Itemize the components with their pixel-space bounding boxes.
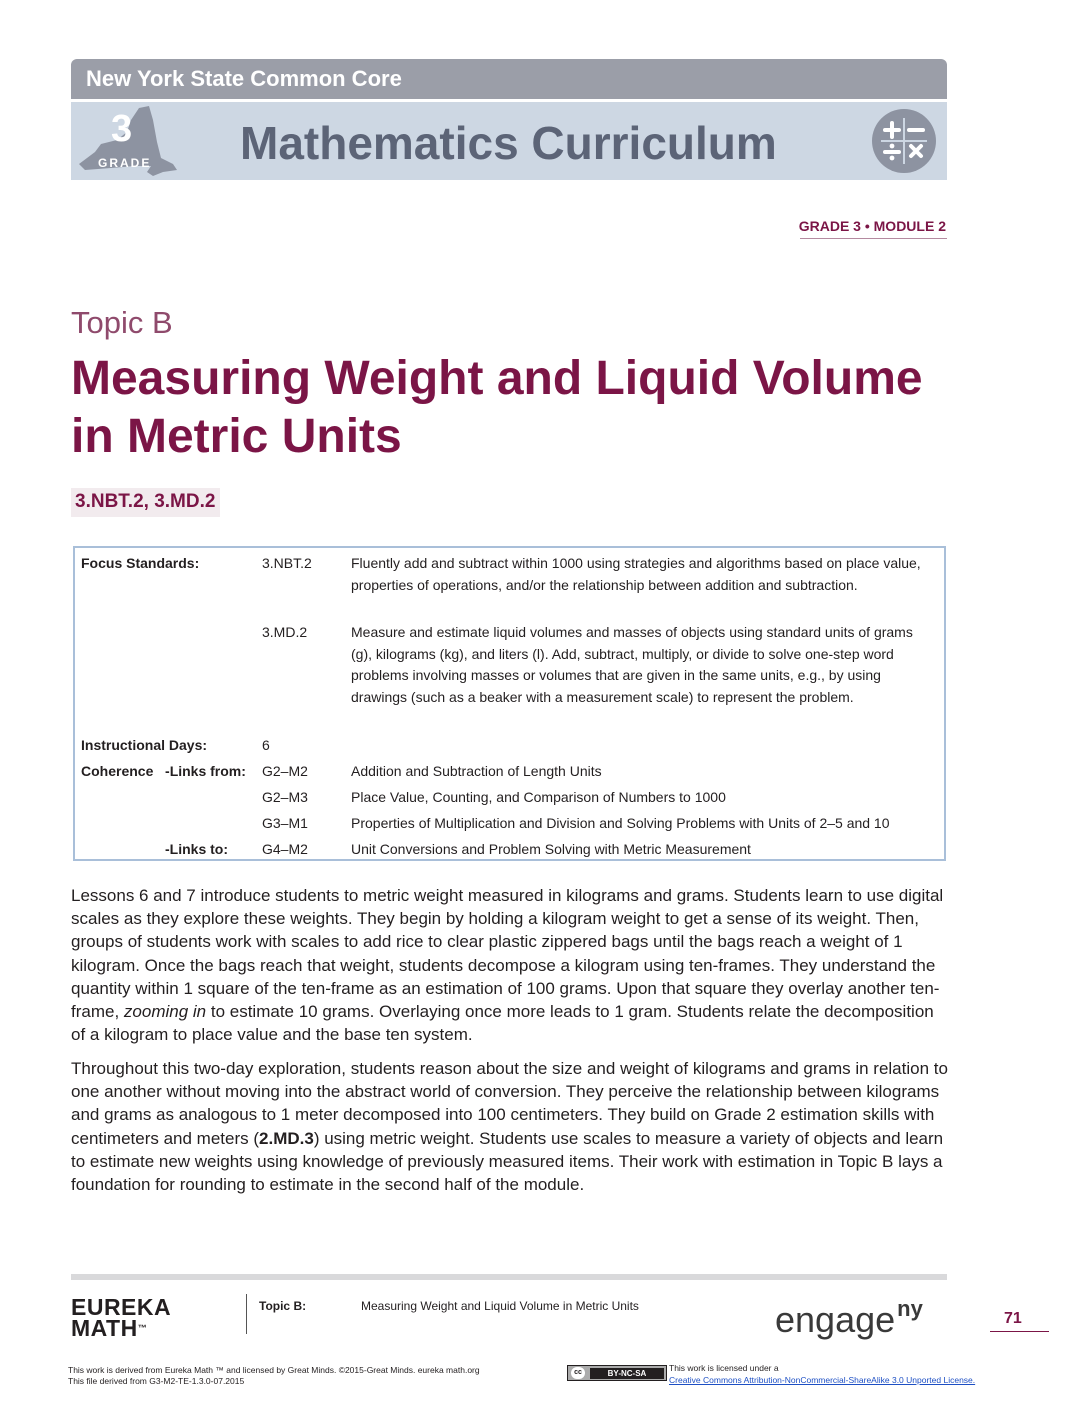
cc-license-type: BY-NC-SA bbox=[590, 1368, 664, 1379]
topic-label: Topic B bbox=[71, 305, 173, 340]
ny-text: ny bbox=[897, 1296, 923, 1321]
eureka-logo-line-1: EUREKA bbox=[71, 1294, 172, 1320]
math-operations-icon bbox=[871, 108, 937, 174]
grade-word: GRADE bbox=[98, 156, 152, 170]
paragraph-text: Throughout this two-day exploration, students reason about the size and weight of kilograms and grams in relation to one another without moving into the abstract world of conversion. They perceive the relationship between kilograms and grams as analogous to 1 meter decomposed into 100 centimeters. They build on Grade 2 estimation skills with centimeters and meters ( bbox=[71, 1059, 948, 1148]
trademark-mark: ™ bbox=[137, 1323, 148, 1333]
grade-number: 3 bbox=[111, 108, 133, 150]
link-code: G4–M2 bbox=[262, 841, 308, 857]
paragraph-text: to estimate 10 grams. Overlaying once more leads to 1 gram. Students relate the decomposition of a kilogram to place value and the base ten system. bbox=[71, 1002, 934, 1045]
standard-description: Fluently add and subtract within 1000 using strategies and algorithms based on place value, properties of operations, and/or the relationship between addition and subtraction. bbox=[351, 555, 921, 593]
paragraph-emphasis: zooming in bbox=[123, 1002, 207, 1022]
license-notice bbox=[669, 1362, 975, 1386]
header-banner bbox=[71, 59, 947, 99]
paragraph-text: Lessons 6 and 7 introduce students to metric weight measured in kilograms and grams. Students learn to use digital scales as they explore these weights. They begin by holding a kilogram weight to get a sense of its weight. Then, groups of students work with scales to add rice to clear plastic zippered bags until the bags reach a weight of 1 kilogram. Once the bags reach that weight, students decompose a kilogram using ten-frames. They understand the quantity within 1 square of the ten-frame as an estimation of 100 grams. Upon that square they overlay another ten-frame, bbox=[71, 886, 944, 1022]
standard-description: Measure and estimate liquid volumes and masses of objects using standard units of grams (g), kilograms (kg), and liters (l). Add, subtract, multiply, or divide to solve one-step word problems involving masses or volumes that are given in the same units, e.g., by using drawings (such as a beaker with a measurement scale) to represent the problem. bbox=[351, 624, 913, 706]
eureka-logo-line-2: MATH bbox=[71, 1315, 138, 1341]
standard-reference: 2.MD.3 bbox=[259, 1128, 314, 1148]
topic-title-line-1: Measuring Weight and Liquid Volume bbox=[71, 352, 923, 405]
footer-rule bbox=[71, 1274, 947, 1280]
topic-title-line-2: in Metric Units bbox=[71, 410, 402, 463]
page-number-rule bbox=[990, 1331, 1049, 1332]
link-description: Properties of Multiplication and Division and Solving Problems with Units of 2–5 and 10 bbox=[351, 815, 890, 831]
link-code: G2–M2 bbox=[262, 763, 308, 779]
footer-topic-title: Measuring Weight and Liquid Volume in Metric Units bbox=[361, 1299, 639, 1313]
license-attribution bbox=[68, 1365, 480, 1387]
attribution-line: This work is derived from Eureka Math ™ and licensed by Great Minds. ©2015-Great Minds. eureka math.org bbox=[68, 1365, 480, 1375]
footer-topic-label: Topic B: bbox=[259, 1299, 307, 1313]
standard-code: 3.MD.2 bbox=[262, 624, 308, 640]
link-code: G3–M1 bbox=[262, 815, 308, 831]
grade-module-rule bbox=[800, 238, 947, 239]
header-banner-text: New York State Common Core bbox=[86, 66, 402, 91]
grade-module-label: GRADE 3 • MODULE 2 bbox=[798, 218, 946, 234]
page-number: 71 bbox=[1004, 1310, 1022, 1327]
body-paragraph-2 bbox=[71, 1057, 951, 1196]
license-notice-text: This work is licensed under a bbox=[669, 1363, 779, 1373]
body-paragraph-1 bbox=[71, 884, 951, 1046]
footer-divider bbox=[246, 1294, 247, 1334]
link-description: Unit Conversions and Problem Solving with Metric Measurement bbox=[351, 841, 751, 857]
coherence-links-from-label: Coherence -Links from: bbox=[81, 763, 246, 779]
instructional-days-label: Instructional Days: bbox=[81, 737, 208, 753]
link-description: Addition and Subtraction of Length Units bbox=[351, 763, 602, 779]
creative-commons-badge bbox=[567, 1365, 667, 1381]
topic-title bbox=[71, 350, 961, 466]
instructional-days-value: 6 bbox=[262, 737, 270, 753]
license-link[interactable]: Creative Commons Attribution-NonCommercial-ShareAlike 3.0 Unported License. bbox=[669, 1375, 976, 1385]
standards-badge: 3.NBT.2, 3.MD.2 bbox=[71, 488, 220, 517]
paragraph-text: ) using metric weight. Students use scales to measure a variety of objects and learn to estimate new weights using knowledge of previously measured items. Their work with estimation in Topic B lays a foundation for rounding to estimate in the second half of the module. bbox=[71, 1128, 944, 1195]
engage-text: engage bbox=[775, 1299, 896, 1340]
link-code: G2–M3 bbox=[262, 789, 308, 805]
cc-icon: cc bbox=[571, 1367, 585, 1379]
eureka-math-logo bbox=[71, 1294, 191, 1341]
links-to-label: -Links to: bbox=[165, 841, 228, 857]
title-band bbox=[71, 102, 947, 180]
engageny-logo bbox=[775, 1296, 923, 1341]
link-description: Place Value, Counting, and Comparison of Numbers to 1000 bbox=[351, 789, 726, 805]
curriculum-title: Mathematics Curriculum bbox=[240, 117, 777, 169]
standards-table bbox=[73, 546, 946, 861]
standard-code: 3.NBT.2 bbox=[262, 555, 312, 571]
file-derivation-line: This file derived from G3-M2-TE-1.3.0-07.2015 bbox=[68, 1376, 245, 1386]
focus-standards-label: Focus Standards: bbox=[81, 555, 200, 571]
